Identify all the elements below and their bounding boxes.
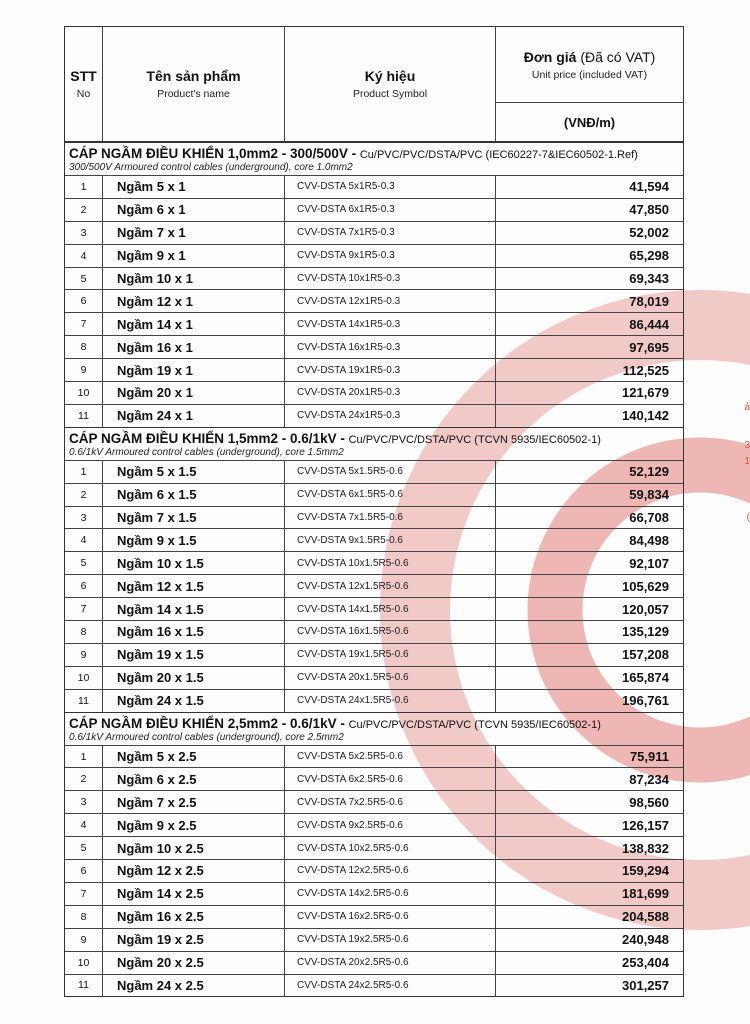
product-name: Ngầm 24 x 1.5 <box>103 690 285 712</box>
unit-price: 240,948 <box>622 932 669 948</box>
product-name: Ngầm 19 x 2.5 <box>103 929 285 951</box>
header-no-label: STT <box>70 68 97 84</box>
table-row <box>65 790 683 813</box>
product-name: Ngầm 7 x 1 <box>103 222 285 244</box>
section-title: CÁP NGẦM ĐIỀU KHIỂN 1,5mm2 - 0.6/1kV - <box>69 430 349 446</box>
row-no: 7 <box>65 598 103 620</box>
product-name: Ngầm 12 x 1.5 <box>103 575 285 597</box>
table-row <box>65 221 683 244</box>
section-standard: Cu/PVC/PVC/DSTA/PVC (TCVN 5935/IEC60502-1) <box>348 718 601 731</box>
product-name: Ngầm 7 x 2.5 <box>103 791 285 813</box>
unit-price: 112,525 <box>622 362 669 378</box>
row-no: 5 <box>65 268 103 290</box>
unit-price: 301,257 <box>622 977 669 993</box>
row-no: 9 <box>65 929 103 951</box>
product-symbol: CVV-DSTA 19x1.5R5-0.6 <box>285 644 496 666</box>
product-symbol: CVV-DSTA 10x1R5-0.3 <box>285 268 496 290</box>
product-symbol: CVV-DSTA 5x1.5R5-0.6 <box>285 461 496 483</box>
product-symbol: CVV-DSTA 9x1R5-0.3 <box>285 245 496 267</box>
table-header <box>65 27 683 142</box>
table-row <box>65 175 683 198</box>
unit-price: 52,002 <box>629 225 669 241</box>
row-no: 2 <box>65 199 103 221</box>
header-price-en: Unit price (included VAT) <box>531 68 648 81</box>
unit-price: 86,444 <box>629 316 669 332</box>
product-symbol: CVV-DSTA 19x1R5-0.3 <box>285 359 496 381</box>
product-symbol: CVV-DSTA 19x2.5R5-0.6 <box>285 929 496 951</box>
table-row <box>65 597 683 620</box>
unit-price: 138,832 <box>622 840 669 856</box>
unit-price: 47,850 <box>629 202 669 218</box>
row-no: 5 <box>65 837 103 859</box>
unit-price: 75,911 <box>629 749 669 765</box>
edge-mark: ( <box>746 512 750 523</box>
product-name: Ngầm 19 x 1.5 <box>103 644 285 666</box>
product-name: Ngầm 12 x 1 <box>103 290 285 312</box>
row-no: 4 <box>65 245 103 267</box>
header-symbol-en: Product Symbol <box>352 88 428 100</box>
edge-mark: 3 <box>744 440 750 451</box>
unit-price: 84,498 <box>629 532 669 548</box>
product-symbol: CVV-DSTA 6x2.5R5-0.6 <box>285 768 496 790</box>
product-name: Ngầm 24 x 1 <box>103 405 285 427</box>
header-price-top <box>496 27 683 103</box>
header-no-en: No <box>76 88 91 100</box>
header-price-label <box>524 49 656 65</box>
header-name <box>103 27 285 141</box>
product-name: Ngầm 9 x 2.5 <box>103 814 285 836</box>
table-row <box>65 574 683 597</box>
table-row <box>65 404 683 427</box>
table-row <box>65 882 683 905</box>
product-name: Ngầm 10 x 1 <box>103 268 285 290</box>
edge-mark: 1 <box>744 456 750 467</box>
unit-price: 121,679 <box>622 385 669 401</box>
product-symbol: CVV-DSTA 14x1.5R5-0.6 <box>285 598 496 620</box>
section-subtitle: 300/500V Armoured control cables (underground), core 1.0mm2 <box>69 162 353 173</box>
product-symbol: CVV-DSTA 12x1.5R5-0.6 <box>285 575 496 597</box>
unit-price: 196,761 <box>622 693 669 709</box>
product-symbol: CVV-DSTA 6x1.5R5-0.6 <box>285 484 496 506</box>
section-title-line <box>69 146 683 161</box>
product-symbol: CVV-DSTA 7x2.5R5-0.6 <box>285 791 496 813</box>
table-row <box>65 767 683 790</box>
product-symbol: CVV-DSTA 24x2.5R5-0.6 <box>285 975 496 997</box>
product-name: Ngầm 24 x 2.5 <box>103 975 285 997</box>
section-standard: Cu/PVC/PVC/DSTA/PVC (IEC60227-7&IEC60502-1.Ref) <box>359 149 638 161</box>
row-no: 10 <box>65 382 103 404</box>
row-no: 6 <box>65 860 103 882</box>
table-row <box>65 745 683 768</box>
row-no: 1 <box>65 461 103 483</box>
section-title-line <box>69 431 683 446</box>
row-no: 1 <box>65 746 103 768</box>
unit-price: 97,695 <box>629 339 669 355</box>
product-name: Ngầm 10 x 2.5 <box>103 837 285 859</box>
product-name: Ngầm 14 x 2.5 <box>103 883 285 905</box>
section-title: CÁP NGẦM ĐIỀU KHIỂN 2,5mm2 - 0.6/1kV - <box>69 715 349 731</box>
unit-price: 66,708 <box>629 510 669 526</box>
product-name: Ngầm 16 x 1.5 <box>103 621 285 643</box>
unit-price: 52,129 <box>629 464 669 480</box>
product-symbol: CVV-DSTA 20x1.5R5-0.6 <box>285 667 496 689</box>
unit-price: 165,874 <box>622 670 669 686</box>
header-symbol-label: Ký hiệu <box>364 68 416 84</box>
product-name: Ngầm 6 x 1 <box>103 199 285 221</box>
row-no: 11 <box>65 690 103 712</box>
row-no: 11 <box>65 405 103 427</box>
unit-price: 105,629 <box>622 578 669 594</box>
price-table <box>64 26 684 997</box>
table-row <box>65 358 683 381</box>
table-row <box>65 859 683 882</box>
unit-price: 78,019 <box>629 293 669 309</box>
table-row <box>65 335 683 358</box>
table-row <box>65 928 683 951</box>
product-name: Ngầm 19 x 1 <box>103 359 285 381</box>
header-name-label: Tên sản phẩm <box>146 68 241 84</box>
table-row <box>65 244 683 267</box>
product-symbol: CVV-DSTA 9x1.5R5-0.6 <box>285 529 496 551</box>
product-name: Ngầm 20 x 1.5 <box>103 667 285 689</box>
row-no: 7 <box>65 313 103 335</box>
table-row <box>65 312 683 335</box>
unit-price: 253,404 <box>622 955 669 971</box>
row-no: 9 <box>65 644 103 666</box>
unit-price: 69,343 <box>629 271 669 286</box>
unit-price: 41,594 <box>629 179 669 195</box>
row-no: 2 <box>65 484 103 506</box>
unit-price: 59,834 <box>629 487 669 503</box>
row-no: 3 <box>65 507 103 529</box>
row-no: 3 <box>65 222 103 244</box>
header-price <box>496 27 683 141</box>
product-symbol: CVV-DSTA 9x2.5R5-0.6 <box>285 814 496 836</box>
unit-price: 98,560 <box>629 794 669 810</box>
section-header <box>65 712 683 745</box>
product-symbol: CVV-DSTA 7x1.5R5-0.6 <box>285 507 496 529</box>
unit-price: 204,588 <box>622 909 669 925</box>
row-no: 6 <box>65 290 103 312</box>
section-header <box>65 142 683 175</box>
table-row <box>65 551 683 574</box>
table-row <box>65 506 683 529</box>
table-row <box>65 905 683 928</box>
product-name: Ngầm 5 x 1 <box>103 176 285 198</box>
unit-price: 140,142 <box>622 408 669 424</box>
product-symbol: CVV-DSTA 10x2.5R5-0.6 <box>285 837 496 859</box>
row-no: 6 <box>65 575 103 597</box>
row-no: 11 <box>65 975 103 997</box>
product-symbol: CVV-DSTA 5x2.5R5-0.6 <box>285 746 496 768</box>
unit-price: 159,294 <box>622 863 669 879</box>
product-symbol: CVV-DSTA 14x2.5R5-0.6 <box>285 883 496 905</box>
product-name: Ngầm 14 x 1.5 <box>103 598 285 620</box>
unit-price: 157,208 <box>622 647 669 663</box>
table-row <box>65 813 683 836</box>
row-no: 2 <box>65 768 103 790</box>
product-symbol: CVV-DSTA 14x1R5-0.3 <box>285 313 496 335</box>
header-no <box>65 27 103 141</box>
row-no: 8 <box>65 336 103 358</box>
edge-mark: ả <box>744 402 750 413</box>
product-name: Ngầm 20 x 1 <box>103 382 285 404</box>
unit-price: 135,129 <box>622 624 669 640</box>
product-symbol: CVV-DSTA 10x1.5R5-0.6 <box>285 552 496 574</box>
section-header <box>65 427 683 460</box>
product-name: Ngầm 5 x 1.5 <box>103 461 285 483</box>
table-row <box>65 381 683 404</box>
section-standard: Cu/PVC/PVC/DSTA/PVC (TCVN 5935/IEC60502-1) <box>348 433 601 446</box>
row-no: 1 <box>65 176 103 198</box>
product-symbol: CVV-DSTA 5x1R5-0.3 <box>285 176 496 198</box>
unit-price: 65,298 <box>629 248 669 264</box>
product-symbol: CVV-DSTA 24x1R5-0.3 <box>285 405 496 427</box>
product-symbol: CVV-DSTA 12x1R5-0.3 <box>285 290 496 312</box>
table-row <box>65 620 683 643</box>
header-symbol <box>285 27 496 141</box>
product-symbol: CVV-DSTA 16x1.5R5-0.6 <box>285 621 496 643</box>
header-name-en: Product's name <box>157 88 230 100</box>
table-row <box>65 666 683 689</box>
row-no: 4 <box>65 529 103 551</box>
product-name: Ngầm 9 x 1.5 <box>103 529 285 551</box>
product-name: Ngầm 20 x 2.5 <box>103 952 285 974</box>
table-row <box>65 689 683 712</box>
unit-price: 126,157 <box>622 817 669 833</box>
product-name: Ngầm 7 x 1.5 <box>103 507 285 529</box>
product-symbol: CVV-DSTA 24x1.5R5-0.6 <box>285 690 496 712</box>
product-name: Ngầm 12 x 2.5 <box>103 860 285 882</box>
table-row <box>65 267 683 290</box>
header-unit: (VNĐ/m) <box>563 114 616 130</box>
product-symbol: CVV-DSTA 16x2.5R5-0.6 <box>285 906 496 928</box>
product-symbol: CVV-DSTA 20x1R5-0.3 <box>285 382 496 404</box>
table-row <box>65 198 683 221</box>
product-name: Ngầm 6 x 1.5 <box>103 484 285 506</box>
sections <box>65 142 683 996</box>
table-row <box>65 836 683 859</box>
row-no: 10 <box>65 952 103 974</box>
product-name: Ngầm 6 x 2.5 <box>103 768 285 790</box>
table-row <box>65 289 683 312</box>
table-row <box>65 643 683 666</box>
row-no: 4 <box>65 814 103 836</box>
product-symbol: CVV-DSTA 16x1R5-0.3 <box>285 336 496 358</box>
table-row <box>65 460 683 483</box>
product-symbol: CVV-DSTA 20x2.5R5-0.6 <box>285 952 496 974</box>
unit-price: 181,699 <box>622 886 669 902</box>
header-price-vat: (Đã có VAT) <box>576 48 656 65</box>
row-no: 7 <box>65 883 103 905</box>
table-row <box>65 483 683 506</box>
section-subtitle: 0.6/1kV Armoured control cables (underground), core 1.5mm2 <box>69 446 344 458</box>
product-name: Ngầm 9 x 1 <box>103 245 285 267</box>
row-no: 3 <box>65 791 103 813</box>
section-subtitle: 0.6/1kV Armoured control cables (underground), core 2.5mm2 <box>69 731 344 743</box>
product-symbol: CVV-DSTA 7x1R5-0.3 <box>285 222 496 244</box>
row-no: 9 <box>65 359 103 381</box>
unit-price: 120,057 <box>622 601 669 617</box>
table-row <box>65 974 683 997</box>
product-symbol: CVV-DSTA 6x1R5-0.3 <box>285 199 496 221</box>
row-no: 10 <box>65 667 103 689</box>
product-name: Ngầm 14 x 1 <box>103 313 285 335</box>
section-title: CÁP NGẦM ĐIỀU KHIỂN 1,0mm2 - 300/500V - <box>69 146 360 161</box>
header-price-bold: Đơn giá <box>523 48 577 65</box>
unit-price: 92,107 <box>629 555 669 571</box>
section-title-line <box>69 716 683 731</box>
table-row <box>65 528 683 551</box>
table-row <box>65 951 683 974</box>
unit-price: 87,234 <box>629 771 669 787</box>
product-name: Ngầm 5 x 2.5 <box>103 746 285 768</box>
product-symbol: CVV-DSTA 12x2.5R5-0.6 <box>285 860 496 882</box>
product-name: Ngầm 16 x 1 <box>103 336 285 358</box>
row-no: 8 <box>65 621 103 643</box>
row-no: 8 <box>65 906 103 928</box>
product-name: Ngầm 10 x 1.5 <box>103 552 285 574</box>
row-no: 5 <box>65 552 103 574</box>
product-name: Ngầm 16 x 2.5 <box>103 906 285 928</box>
